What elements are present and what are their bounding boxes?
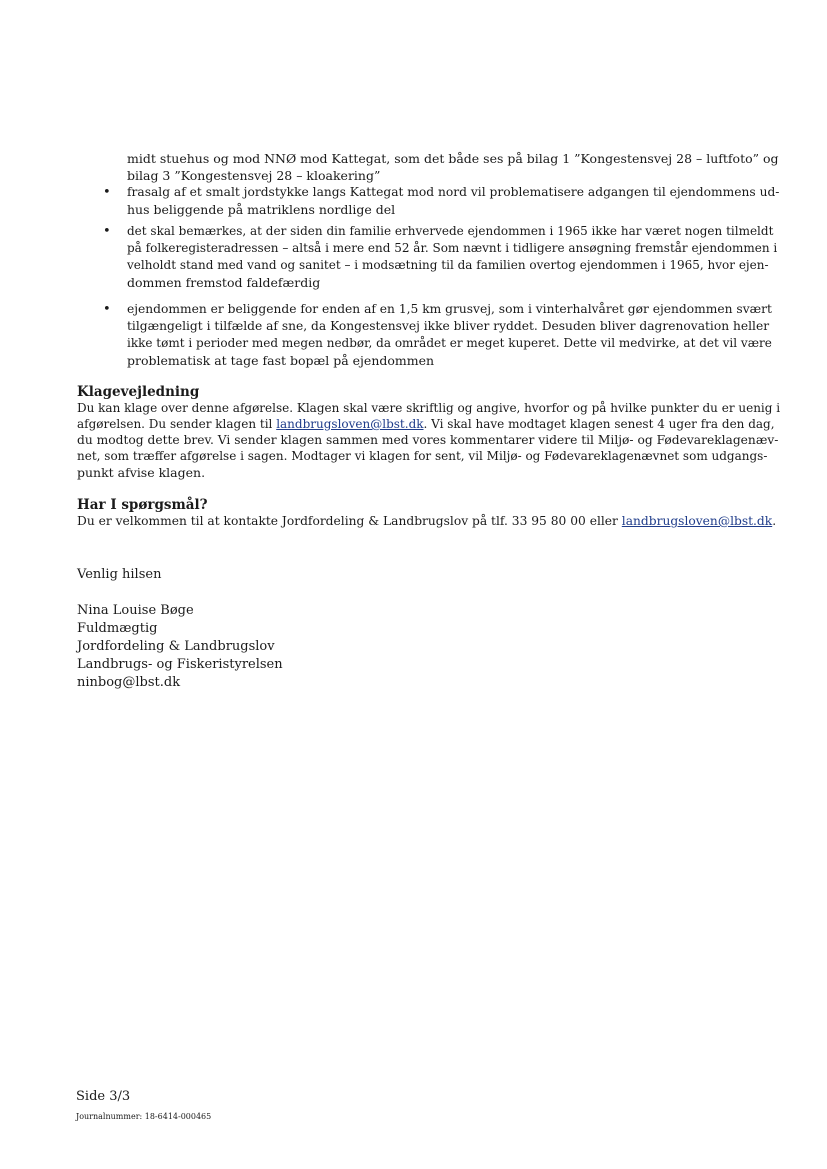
bullet-text-line: hus beliggende på matriklens nordlige del: [127, 202, 396, 217]
bullet-text-line: på folkeregisteradressen – altså i mere end 52 år. Som nævnt i tidligere ansøgning fremstår ejendommen i: [127, 241, 778, 255]
bullet-marker: •: [103, 224, 111, 239]
closing-greeting: Venlig hilsen: [77, 567, 162, 582]
signer-email: ninbog@lbst.dk: [77, 675, 181, 690]
bullet-text-line: problematisk at tage fast bopæl på ejendommen: [127, 353, 435, 368]
bullet-text-line: ikke tømt i perioder med megen nedbør, da området er meget kuperet. Dette vil medvirke, at det vil være: [127, 336, 772, 350]
bullet-marker: •: [103, 302, 111, 317]
bullet-text-line: bilag 3 ”Kongestensvej 28 – kloakering”: [127, 168, 381, 183]
klagevejledning-heading: Klagevejledning: [77, 384, 200, 400]
bullet-text-line: midt stuehus og mod NNØ mod Kattegat, som det både ses på bilag 1 ”Kongestensvej 28 – luftfoto” og: [127, 151, 779, 166]
klage-text-segment: afgørelsen. Du sender klagen til: [77, 417, 277, 431]
klage-text-segment: . Vi skal have modtaget klagen senest 4 uger fra den dag,: [423, 417, 775, 431]
email-link[interactable]: landbrugsloven@lbst.dk: [621, 514, 773, 528]
bullet-text-line: det skal bemærkes, at der siden din familie erhvervede ejendommen i 1965 ikke har været nogen tilmeldt: [127, 224, 774, 238]
klage-text-line: [77, 416, 775, 433]
bullet-text-line: frasalg af et smalt jordstykke langs Kattegat mod nord vil problematisere adgangen til ejendommens ud-: [127, 185, 780, 199]
klage-text-line: du modtog dette brev. Vi sender klagen sammen med vores kommentarer videre til Miljø- og Fødevareklagenæv-: [77, 433, 779, 447]
bullet-text-line: dommen fremstod faldefærdig: [127, 275, 321, 290]
bullet-marker: •: [103, 185, 111, 200]
email-link[interactable]: landbrugsloven@lbst.dk: [276, 417, 424, 431]
bullet-text-line: velholdt stand med vand og sanitet – i modsætning til da familien overtog ejendommen i 1965, hvor ejen-: [127, 258, 769, 272]
signer-department: Jordfordeling & Landbrugslov: [77, 639, 275, 654]
klage-text-line: punkt afvise klagen.: [77, 465, 206, 480]
questions-text-line: [77, 513, 776, 530]
signer-agency: Landbrugs- og Fiskeristyrelsen: [77, 657, 283, 672]
klage-text-line: net, som træffer afgørelse i sagen. Modtager vi klagen for sent, vil Miljø- og Fødevareklagenævnet som udgangs-: [77, 449, 768, 463]
klage-text-line: Du kan klage over denne afgørelse. Klagen skal være skriftlig og angive, hvorfor og på hvilke punkter du er uenig i: [77, 401, 781, 415]
journal-number: Journalnummer: 18-6414-000465: [76, 1112, 212, 1121]
questions-text-segment: Du er velkommen til at kontakte Jordfordeling & Landbrugslov på tlf. 33 95 80 00 eller: [77, 514, 622, 528]
bullet-text-line: ejendommen er beliggende for enden af en 1,5 km grusvej, som i vinterhalvåret gør ejendommen svært: [127, 302, 772, 316]
bullet-text-line: tilgængeligt i tilfælde af sne, da Kongestensvej ikke bliver ryddet. Desuden bliver dagrenovation heller: [127, 319, 770, 333]
questions-heading: Har I spørgsmål?: [77, 497, 208, 513]
page-number: Side 3/3: [76, 1089, 131, 1104]
signer-name: Nina Louise Bøge: [77, 603, 194, 618]
questions-text-segment: .: [772, 514, 777, 528]
signer-title: Fuldmægtig: [77, 621, 158, 636]
